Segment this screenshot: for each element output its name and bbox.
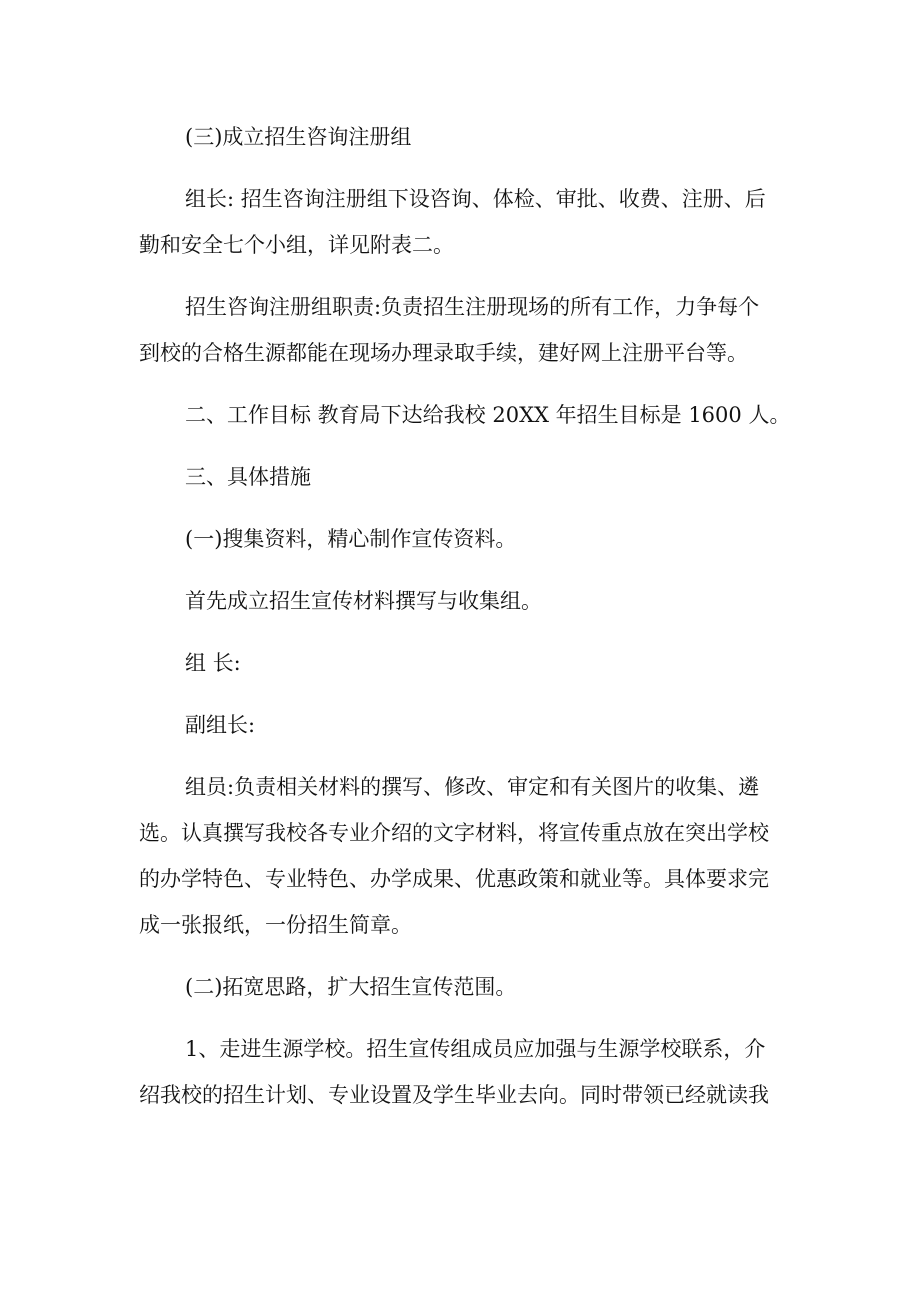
text-line: 1、走进生源学校。招生宣传组成员应加强与生源学校联系，介 bbox=[185, 1037, 766, 1061]
text-line: 三、具体措施 bbox=[185, 465, 311, 489]
document-body bbox=[139, 114, 791, 1118]
text-line: 成一张报纸，一份招生简章。 bbox=[139, 913, 412, 937]
text-line: 组员:负责相关材料的撰写、修改、审定和有关图片的收集、遴 bbox=[185, 775, 760, 799]
paragraph-section-heading-3 bbox=[139, 114, 779, 160]
paragraph-deputy-leader-label bbox=[139, 702, 779, 748]
text-line: 的办学特色、专业特色、办学成果、优惠政策和就业等。具体要求完 bbox=[139, 867, 769, 891]
text-line: (二)拓宽思路，扩大招生宣传范围。 bbox=[185, 975, 517, 999]
paragraph-leader-label bbox=[139, 640, 779, 686]
text-line: 副组长: bbox=[185, 713, 256, 737]
text-line: 勤和安全七个小组，详见附表二。 bbox=[139, 233, 454, 257]
paragraph-establish-group bbox=[139, 578, 779, 624]
text-line: 首先成立招生宣传材料撰写与收集组。 bbox=[185, 589, 542, 613]
paragraph-subheading-2 bbox=[139, 964, 779, 1010]
text-line: 二、工作目标 教育局下达给我校 20XX 年招生目标是 1600 人。 bbox=[185, 403, 791, 427]
paragraph-visit-schools bbox=[139, 1026, 779, 1118]
paragraph-subheading-1 bbox=[139, 516, 779, 562]
paragraph-group-duties bbox=[139, 284, 779, 376]
text-line: 绍我校的招生计划、专业设置及学生毕业去向。同时带领已经就读我 bbox=[139, 1083, 769, 1107]
text-line: 组长: 招生咨询注册组下设咨询、体检、审批、收费、注册、后 bbox=[185, 187, 766, 211]
paragraph-members-duties bbox=[139, 764, 779, 948]
text-line: 组 长: bbox=[185, 651, 241, 675]
paragraph-work-goal bbox=[139, 392, 791, 438]
text-line: (一)搜集资料，精心制作宣传资料。 bbox=[185, 527, 517, 551]
text-line: (三)成立招生咨询注册组 bbox=[185, 125, 412, 149]
text-line: 到校的合格生源都能在现场办理录取手续，建好网上注册平台等。 bbox=[139, 341, 748, 365]
paragraph-specific-measures-heading bbox=[139, 454, 779, 500]
text-line: 招生咨询注册组职责:负责招生注册现场的所有工作，力争每个 bbox=[185, 295, 760, 319]
paragraph-group-leader bbox=[139, 176, 779, 268]
text-line: 选。认真撰写我校各专业介绍的文字材料，将宣传重点放在突出学校 bbox=[139, 821, 769, 845]
